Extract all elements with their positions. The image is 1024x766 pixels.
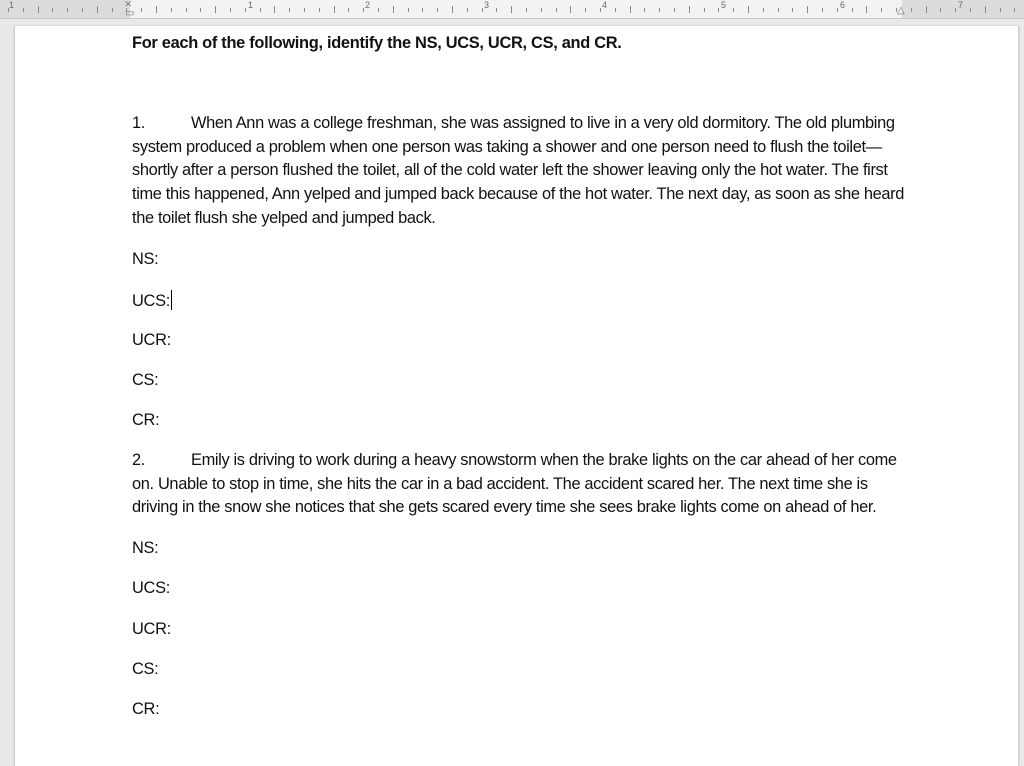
first-line-indent-marker-icon[interactable]: ⨯: [124, 0, 133, 10]
ruler-tick: [733, 8, 734, 12]
ruler-tick: [141, 8, 142, 12]
question-1-number: 1.: [132, 114, 145, 132]
question-1-paragraph: [132, 112, 912, 231]
ruler-tick: [659, 8, 660, 12]
ruler-tick: [215, 6, 216, 13]
q1-ucr-label: UCR:: [132, 331, 171, 349]
ruler-tick: [186, 8, 187, 12]
ruler-tick: [363, 8, 364, 12]
ruler-tick: [970, 8, 971, 12]
q1-ns-label: NS:: [132, 250, 159, 268]
document-heading: For each of the following, identify the NS, UCS, UCR, CS, and CR.: [132, 34, 622, 52]
ruler-tick: [600, 8, 601, 12]
ruler-tick: [526, 8, 527, 12]
ruler-tick: [926, 6, 927, 13]
ruler-tick: [511, 6, 512, 13]
q1-ucs-label: UCS:: [132, 292, 170, 310]
text-cursor: [171, 290, 172, 310]
ruler-tick: [570, 6, 571, 13]
ruler-tick: [866, 6, 867, 13]
q1-cr-label: CR:: [132, 411, 160, 429]
ruler-tick: [23, 8, 24, 12]
left-indent-marker-icon[interactable]: ▭: [125, 8, 135, 19]
ruler-tick: [674, 8, 675, 12]
ruler-tick: [955, 8, 956, 12]
question-2-number: 2.: [132, 451, 145, 469]
ruler-tick: [289, 8, 290, 12]
q2-ucr-label: UCR:: [132, 620, 171, 638]
ruler-number: 1: [248, 0, 254, 10]
ruler-tick: [408, 8, 409, 12]
ruler-tick: [615, 8, 616, 12]
ruler-tick: [230, 8, 231, 12]
ruler-number: 6: [840, 0, 846, 10]
ruler-tick: [467, 8, 468, 12]
question-2-paragraph: [132, 449, 912, 520]
ruler-tick: [985, 6, 986, 13]
ruler-tick: [689, 6, 690, 13]
ruler-tick: [97, 6, 98, 13]
document-page[interactable]: [14, 26, 1019, 766]
ruler-tick: [52, 8, 53, 12]
q2-cr-label: CR:: [132, 700, 160, 718]
ruler-tick: [393, 6, 394, 13]
ruler-tick: [822, 8, 823, 12]
ruler-tick: [541, 8, 542, 12]
q2-cs-label: CS:: [132, 660, 159, 678]
ruler-tick: [274, 6, 275, 13]
ruler-tick: [482, 8, 483, 12]
ruler-tick: [156, 6, 157, 13]
ruler-tick: [792, 8, 793, 12]
ruler-tick: [260, 8, 261, 12]
ruler-tick: [67, 8, 68, 12]
right-indent-marker-icon[interactable]: △: [897, 5, 905, 16]
ruler-tick: [807, 6, 808, 13]
ruler-number: 3: [484, 0, 490, 10]
ruler-number: 5: [721, 0, 727, 10]
ruler-tick: [200, 8, 201, 12]
ruler-tick: [496, 8, 497, 12]
ruler-tick: [422, 8, 423, 12]
ruler-tick: [378, 8, 379, 12]
ruler-tick: [881, 8, 882, 12]
ruler-tick: [348, 8, 349, 12]
q2-ns-label: NS:: [132, 539, 159, 557]
question-2-text: Emily is driving to work during a heavy snowstorm when the brake lights on the car ahead of her come on. Unable to stop in time, she hits the car in a bad accident. The accident scared her. The next time she is driving in the snow she notices that she gets scared every time she sees brake lights come on ahead of her.: [132, 451, 897, 517]
ruler-tick: [911, 8, 912, 12]
ruler-tick: [852, 8, 853, 12]
q2-ucs-label: UCS:: [132, 579, 170, 597]
ruler-tick: [1000, 8, 1001, 12]
ruler-tick: [940, 8, 941, 12]
ruler-tick: [82, 8, 83, 12]
ruler-tick: [38, 6, 39, 13]
ruler-number: 7: [958, 0, 964, 10]
ruler-tick: [171, 8, 172, 12]
ruler-tick: [837, 8, 838, 12]
ruler-tick: [718, 8, 719, 12]
ruler-tick: [630, 6, 631, 13]
ruler-number: 2: [365, 0, 371, 10]
ruler-tick: [778, 8, 779, 12]
horizontal-ruler[interactable]: [0, 0, 1024, 19]
question-1-text: When Ann was a college freshman, she was assigned to live in a very old dormitory. The old plumbing system produced a problem when one person was taking a shower and one person need to flush the toilet—shortly after a person flushed the toilet, all of the cold water left the shower leaving only the hot water. The first time this happened, Ann yelped and jumped back because of the hot water. The next day, as soon as she heard the toilet flush she yelped and jumped back.: [132, 114, 905, 227]
ruler-tick: [1014, 8, 1015, 12]
ruler-tick: [245, 8, 246, 12]
ruler-tick: [748, 6, 749, 13]
ruler-tick: [585, 8, 586, 12]
ruler-tick: [763, 8, 764, 12]
ruler-number: 1: [9, 0, 15, 10]
ruler-number: 4: [602, 0, 608, 10]
ruler-tick: [304, 8, 305, 12]
ruler-tick: [112, 8, 113, 12]
ruler-left-margin: [0, 0, 133, 18]
ruler-tick: [556, 8, 557, 12]
ruler-tick: [452, 6, 453, 13]
ruler-tick: [644, 8, 645, 12]
ruler-tick: [334, 6, 335, 13]
ruler-tick: [319, 8, 320, 12]
ruler-tick: [704, 8, 705, 12]
ruler-tick: [437, 8, 438, 12]
q1-cs-label: CS:: [132, 371, 159, 389]
